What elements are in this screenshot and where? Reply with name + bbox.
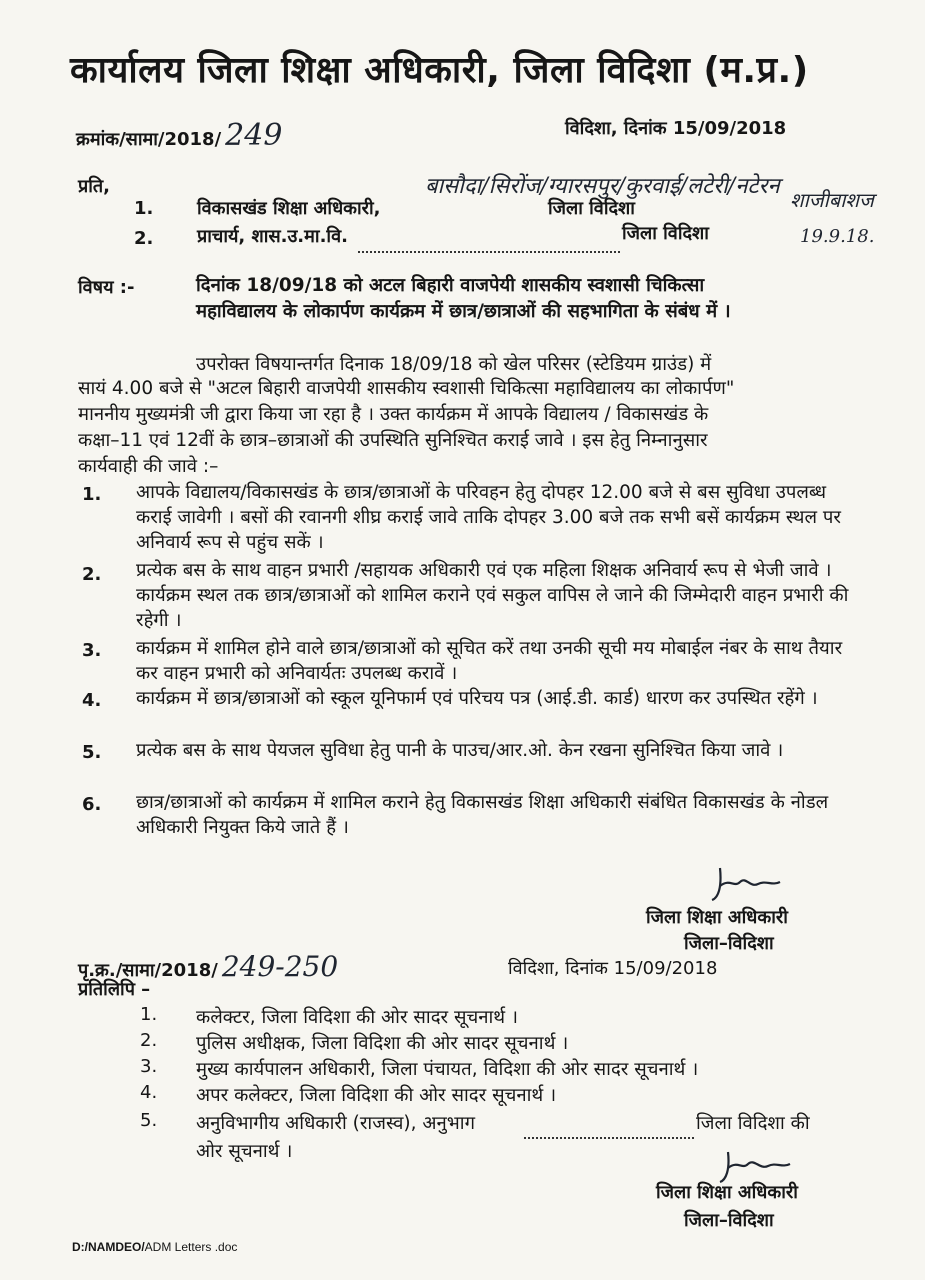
item-1-text: आपके विद्यालय/विकासखंड के छात्र/छात्राओं के परिवहन हेतु दोपहर 12.00 बजे से बस सुविधा उपलब्ध कराई जावेगी । बसों की रवानगी शीघ्र कराई जावे ताकि दोपहर 3.00 बजे तक सभी बसें कार्यक्रम स्थल पर अनिवार्य रूप से पहुंच सकें । xyxy=(136,482,841,553)
subject-label: विषय :- xyxy=(78,277,135,298)
intro-line-1: उपरोक्त विषयान्तर्गत दिनाक 18/09/18 को खेल परिसर (स्टेडियम ग्राउंड) में xyxy=(196,354,712,375)
copy-item-2-text: पुलिस अधीक्षक, जिला विदिशा की ओर सादर सूचनार्थ । xyxy=(196,1033,569,1054)
file-path-rest: ADM Letters .doc xyxy=(144,1240,238,1254)
copy-item-5-dotted-blank xyxy=(524,1124,694,1143)
reference-handwritten-number: 249 xyxy=(225,118,283,153)
copy-item-1-number: 1. xyxy=(140,1004,158,1025)
recipient-2-title: प्राचार्य, शास.उ.मा.वि. xyxy=(197,226,348,247)
copy-item-3-text: मुख्य कार्यपालन अधिकारी, जिला पंचायत, विदिशा की ओर सादर सूचनार्थ । xyxy=(196,1059,699,1080)
copy-item-5-number: 5. xyxy=(140,1110,158,1131)
item-2-text: प्रत्येक बस के साथ वाहन प्रभारी /सहायक अधिकारी एवं एक महिला शिक्षक अनिवार्य रूप से भेजी जावे । कार्यक्रम स्थल तक छात्र/छात्राओं को शामिल कराने एवं सकुल वापिस ले जाने की जिम्मेदारी वाहन प्रभारी की रहेगी । xyxy=(136,560,849,631)
item-4-text: कार्यक्रम में छात्र/छात्राओं को स्कूल यूनिफार्म एवं परिचय पत्र (आई.डी. कार्ड) धारण कर उपस्थित रहेंगे । xyxy=(136,688,818,709)
reference-number xyxy=(76,118,282,153)
copy-item-5-text-a: अनुविभागीय अधिकारी (राजस्व), अनुभाग xyxy=(196,1113,476,1134)
endorsement-place-date: विदिशा, दिनांक 15/09/2018 xyxy=(508,958,718,979)
signature-1-place: जिला–विदिशा xyxy=(684,933,774,954)
intro-line-2: सायं 4.00 बजे से "अटल बिहारी वाजपेयी शासकीय स्वशासी चिकित्सा महाविद्यालय का लोकार्पण" xyxy=(78,378,735,399)
item-3-text: कार्यक्रम में शामिल होने वाले छात्र/छात्राओं को सूचित करें तथा उनकी सूची मय मोबाईल नंबर के साथ तैयार कर वाहन प्रभारी को अनिवार्यतः उपलब्ध करावें । xyxy=(136,638,843,684)
reference-place-date: विदिशा, दिनांक 15/09/2018 xyxy=(565,118,787,139)
file-path-footer xyxy=(72,1240,237,1254)
copy-item-4-number: 4. xyxy=(140,1082,158,1103)
intro-line-3: माननीय मुख्यमंत्री जी द्वारा किया जा रहा है । उक्त कार्यक्रम में आपके विद्यालय / विकासखंड के xyxy=(78,404,709,425)
file-path-bold: D:/NAMDEO/ xyxy=(72,1240,145,1254)
copy-item-5-text-c: ओर सूचनार्थ । xyxy=(196,1141,293,1162)
recipient-2-suffix: जिला विदिशा xyxy=(622,223,709,244)
copy-item-1-text: कलेक्टर, जिला विदिशा की ओर सादर सूचनार्थ । xyxy=(196,1007,519,1028)
endorsement-handwritten-number: 249-250 xyxy=(221,950,339,983)
recipient-1-filled-blocks: बासौदा/सिरोंज/ग्यारसपुर/कुरवाई/लटेरी/नटेरन xyxy=(425,174,780,199)
copy-label: प्रतिलिपि – xyxy=(78,979,151,1000)
endorsement-prefix: पृ.क्र./सामा/2018/ xyxy=(78,960,218,981)
item-6-text: छात्र/छात्राओं को कार्यक्रम में शामिल कराने हेतु विकासखंड शिक्षा अधिकारी संबंधित विकासखंड के नोडल अधिकारी नियुक्त किये जाते हैं । xyxy=(136,792,829,838)
recipient-2-number: 2. xyxy=(134,228,154,249)
item-2-number: 2. xyxy=(82,564,102,585)
to-label: प्रति, xyxy=(78,176,111,197)
recipient-1-number: 1. xyxy=(134,198,154,219)
item-5-text: प्रत्येक बस के साथ पेयजल सुविधा हेतु पानी के पाउच/आर.ओ. केन रखना सुनिश्चित किया जावे । xyxy=(136,740,784,761)
item-4-number: 4. xyxy=(82,690,102,711)
copy-item-2-number: 2. xyxy=(140,1030,158,1051)
signature-1 xyxy=(700,858,800,908)
copy-item-5-text-b: जिला विदिशा की xyxy=(696,1113,810,1134)
item-1-number: 1. xyxy=(82,484,102,505)
signature-2-place: जिला–विदिशा xyxy=(684,1210,774,1231)
recipient-1-suffix: जिला विदिशा xyxy=(548,198,635,219)
handwritten-receipt-date: 19.9.18. xyxy=(800,226,875,247)
intro-line-5: कार्यवाही की जावे :– xyxy=(78,456,219,477)
intro-line-4: कक्षा–11 एवं 12वीं के छात्र–छात्राओं की उपस्थिति सुनिश्चित कराई जावे । इस हेतु निम्नानुसार xyxy=(78,430,708,451)
recipient-1-title: विकासखंड शिक्षा अधिकारी, xyxy=(197,198,381,219)
subject-line-1: दिनांक 18/09/18 को अटल बिहारी वाजपेयी शासकीय स्वशासी चिकित्सा xyxy=(196,275,705,296)
office-title: कार्यालय जिला शिक्षा अधिकारी, जिला विदिशा (म.प्र.) xyxy=(70,50,809,91)
signature-2-title: जिला शिक्षा अधिकारी xyxy=(656,1182,798,1203)
subject-line-2: महाविद्यालय के लोकार्पण कार्यक्रम में छात्र/छात्राओं की सहभागिता के संबंध में । xyxy=(196,301,731,322)
handwritten-note: शाजीबाशज xyxy=(790,188,874,212)
item-3-number: 3. xyxy=(82,640,102,661)
copy-item-3-number: 3. xyxy=(140,1056,158,1077)
item-5-number: 5. xyxy=(82,742,102,763)
reference-prefix: क्रमांक/सामा/2018/ xyxy=(76,129,222,150)
recipient-2-dotted-blank xyxy=(358,238,620,257)
item-6-number: 6. xyxy=(82,794,102,815)
copy-item-4-text: अपर कलेक्टर, जिला विदिशा की ओर सादर सूचनार्थ । xyxy=(196,1085,557,1106)
signature-1-title: जिला शिक्षा अधिकारी xyxy=(646,907,788,928)
